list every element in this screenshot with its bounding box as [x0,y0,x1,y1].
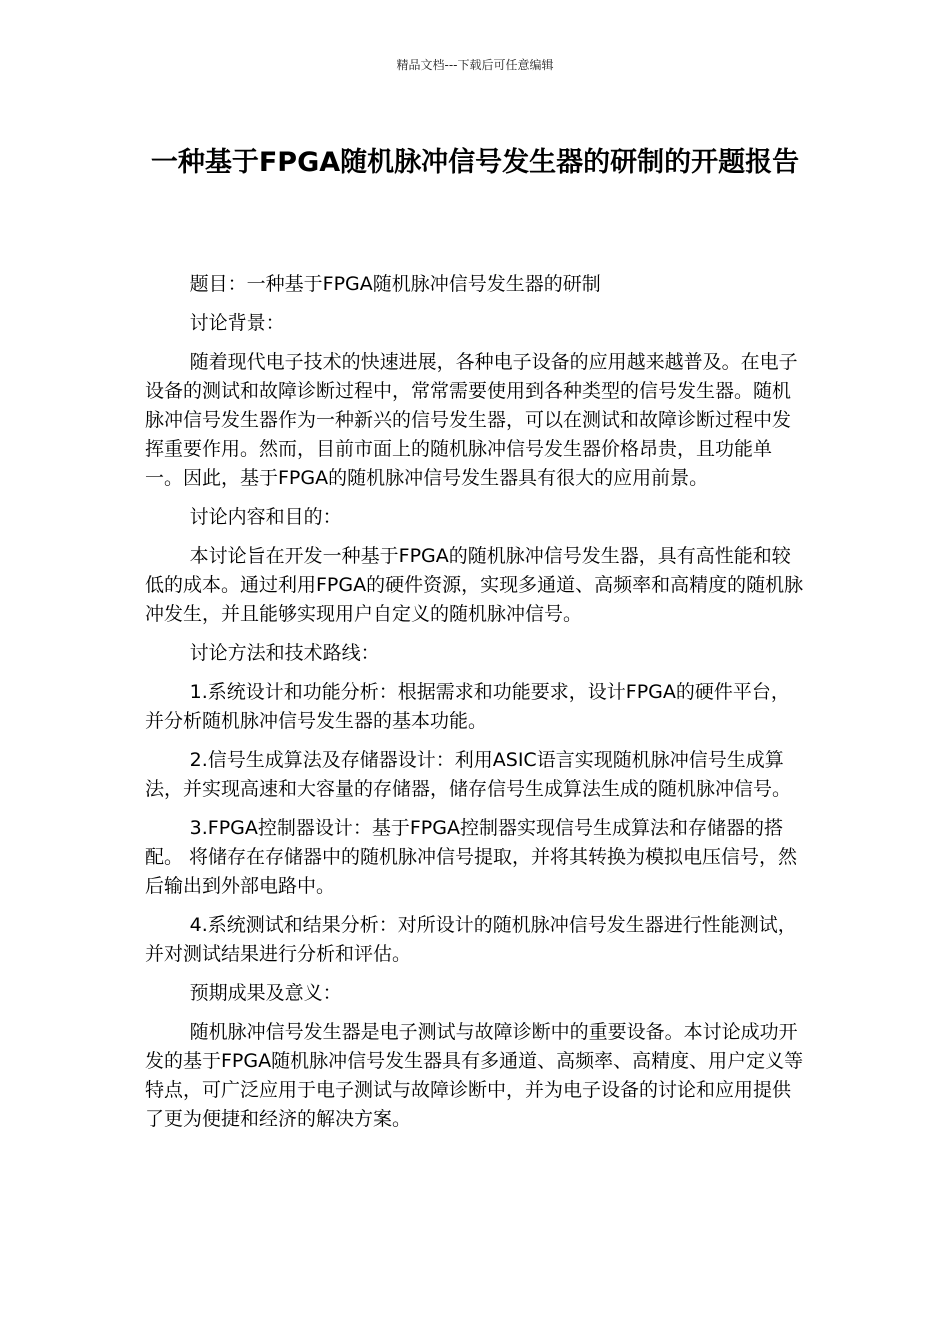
topic-line: 题目：一种基于FPGA随机脉冲信号发生器的研制 [189,273,601,295]
section-heading-background: 讨论背景： [189,312,285,334]
method-item-1: 1.系统设计和功能分析：根据需求和功能要求，设计FPGA的硬件平台，并分析随机脉冲信号发生器的基本功能。 [145,681,790,732]
method-item-2: 2.信号生成算法及存储器设计：利用ASIC语言实现随机脉冲信号生成算法，并实现高速和大容量的存储器，储存信号生成算法生成的随机脉冲信号。 [145,749,792,800]
document-title: 一种基于FPGA随机脉冲信号发生器的研制的开题报告 [150,147,800,178]
section-heading-outcomes: 预期成果及意义： [189,982,342,1004]
document-body [145,270,807,1144]
section-heading-methods: 讨论方法和技术路线： [189,642,380,664]
header-note: 精品文档---下载后可任意编辑 [396,58,554,72]
section-heading-content-goals: 讨论内容和目的： [189,506,342,528]
outcomes-paragraph: 随机脉冲信号发生器是电子测试与故障诊断中的重要设备。本讨论成功开发的基于FPGA随机脉冲信号发生器具有多通道、高频率、高精度、用户定义等特点，可广泛应用于电子测试与故障诊断中，并为电子设备的讨论和应用提供了更为便捷和经济的解决方案。 [145,1021,804,1130]
background-paragraph: 随着现代电子技术的快速进展，各种电子设备的应用越来越普及。在电子设备的测试和故障诊断过程中，常常需要使用到各种类型的信号发生器。随机脉冲信号发生器作为一种新兴的信号发生器，可以在测试和故障诊断过程中发挥重要作用。然而，目前市面上的随机脉冲信号发生器价格昂贵，且功能单一。因此，基于FPGA的随机脉冲信号发生器具有很大的应用前景。 [145,351,798,489]
method-item-4: 4.系统测试和结果分析：对所设计的随机脉冲信号发生器进行性能测试，并对测试结果进行分析和评估。 [145,914,797,965]
content-goals-paragraph: 本讨论旨在开发一种基于FPGA的随机脉冲信号发生器，具有高性能和较低的成本。通过利用FPGA的硬件资源，实现多通道、高频率和高精度的随机脉冲发生，并且能够实现用户自定义的随机脉冲信号。 [145,545,804,625]
method-item-3: 3.FPGA控制器设计：基于FPGA控制器实现信号生成算法和存储器的搭配。 将储存在存储器中的随机脉冲信号提取，并将其转换为模拟电压信号，然后输出到外部电路中。 [145,817,798,897]
